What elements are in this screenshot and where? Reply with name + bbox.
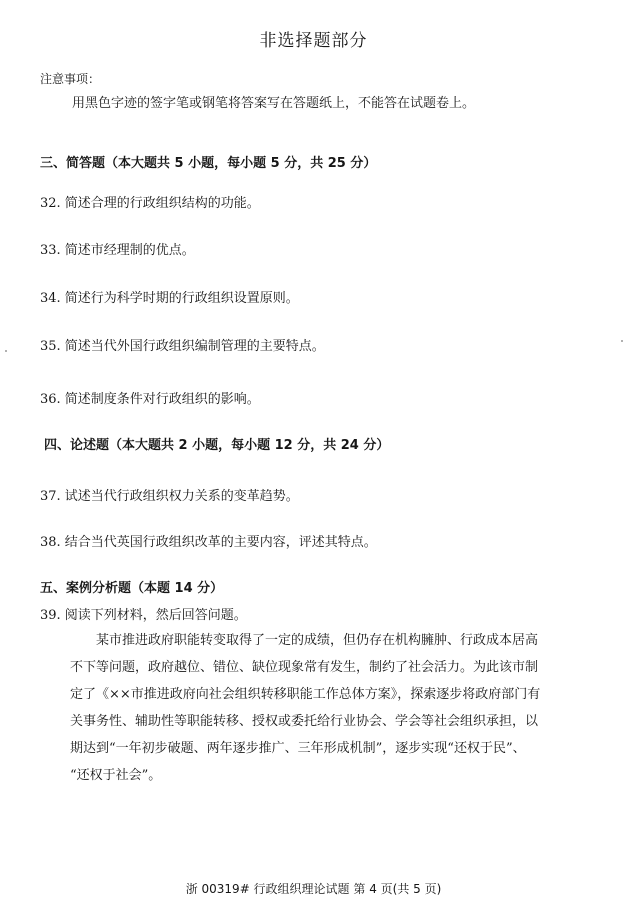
- case-line: “还权于社会”。: [70, 768, 162, 783]
- question-35: 35. 简述当代外国行政组织编制管理的主要特点。: [40, 339, 325, 354]
- section-5-heading: 五、案例分析题（本题 14 分）: [40, 581, 224, 596]
- section-4-heading: 四、论述题（本大题共 2 小题，每小题 12 分，共 24 分）: [44, 438, 390, 453]
- question-39: 39. 阅读下列材料，然后回答问题。: [40, 608, 247, 623]
- notice-heading: 注意事项：: [40, 72, 101, 86]
- scan-speck: [5, 350, 7, 352]
- page-footer: 浙 00319# 行政组织理论试题 第 4 页(共 5 页): [185, 882, 442, 896]
- section-3-heading: 三、简答题（本大题共 5 小题，每小题 5 分，共 25 分）: [40, 156, 377, 171]
- page-title: 非选择题部分: [259, 31, 368, 51]
- question-38: 38. 结合当代英国行政组织改革的主要内容，评述其特点。: [40, 535, 377, 550]
- scan-speck: [621, 340, 623, 342]
- case-line: 定了《××市推进政府向社会组织转移职能工作总体方案》，探索逐步将政府部门有: [70, 687, 541, 702]
- notice-text: 用黑色字迹的签字笔或钢笔将答案写在答题纸上，不能答在试题卷上。: [72, 96, 476, 111]
- question-34: 34. 简述行为科学时期的行政组织设置原则。: [40, 291, 299, 306]
- question-33: 33. 简述市经理制的优点。: [40, 243, 195, 258]
- question-32: 32. 简述合理的行政组织结构的功能。: [40, 196, 260, 211]
- case-line: 关事务性、辅助性等职能转移、授权或委托给行业协会、学会等社会组织承担，以: [70, 714, 539, 729]
- case-line: 某市推进政府职能转变取得了一定的成绩，但仍存在机构臃肿、行政成本居高: [96, 633, 539, 648]
- case-line: 不下等问题，政府越位、错位、缺位现象常有发生，制约了社会活力。为此该市制: [70, 660, 539, 675]
- case-line: 期达到“一年初步破题、两年逐步推广、三年形成机制”，逐步实现“还权于民”、: [70, 741, 526, 756]
- question-36: 36. 简述制度条件对行政组织的影响。: [40, 392, 260, 407]
- question-37: 37. 试述当代行政组织权力关系的变革趋势。: [40, 489, 299, 504]
